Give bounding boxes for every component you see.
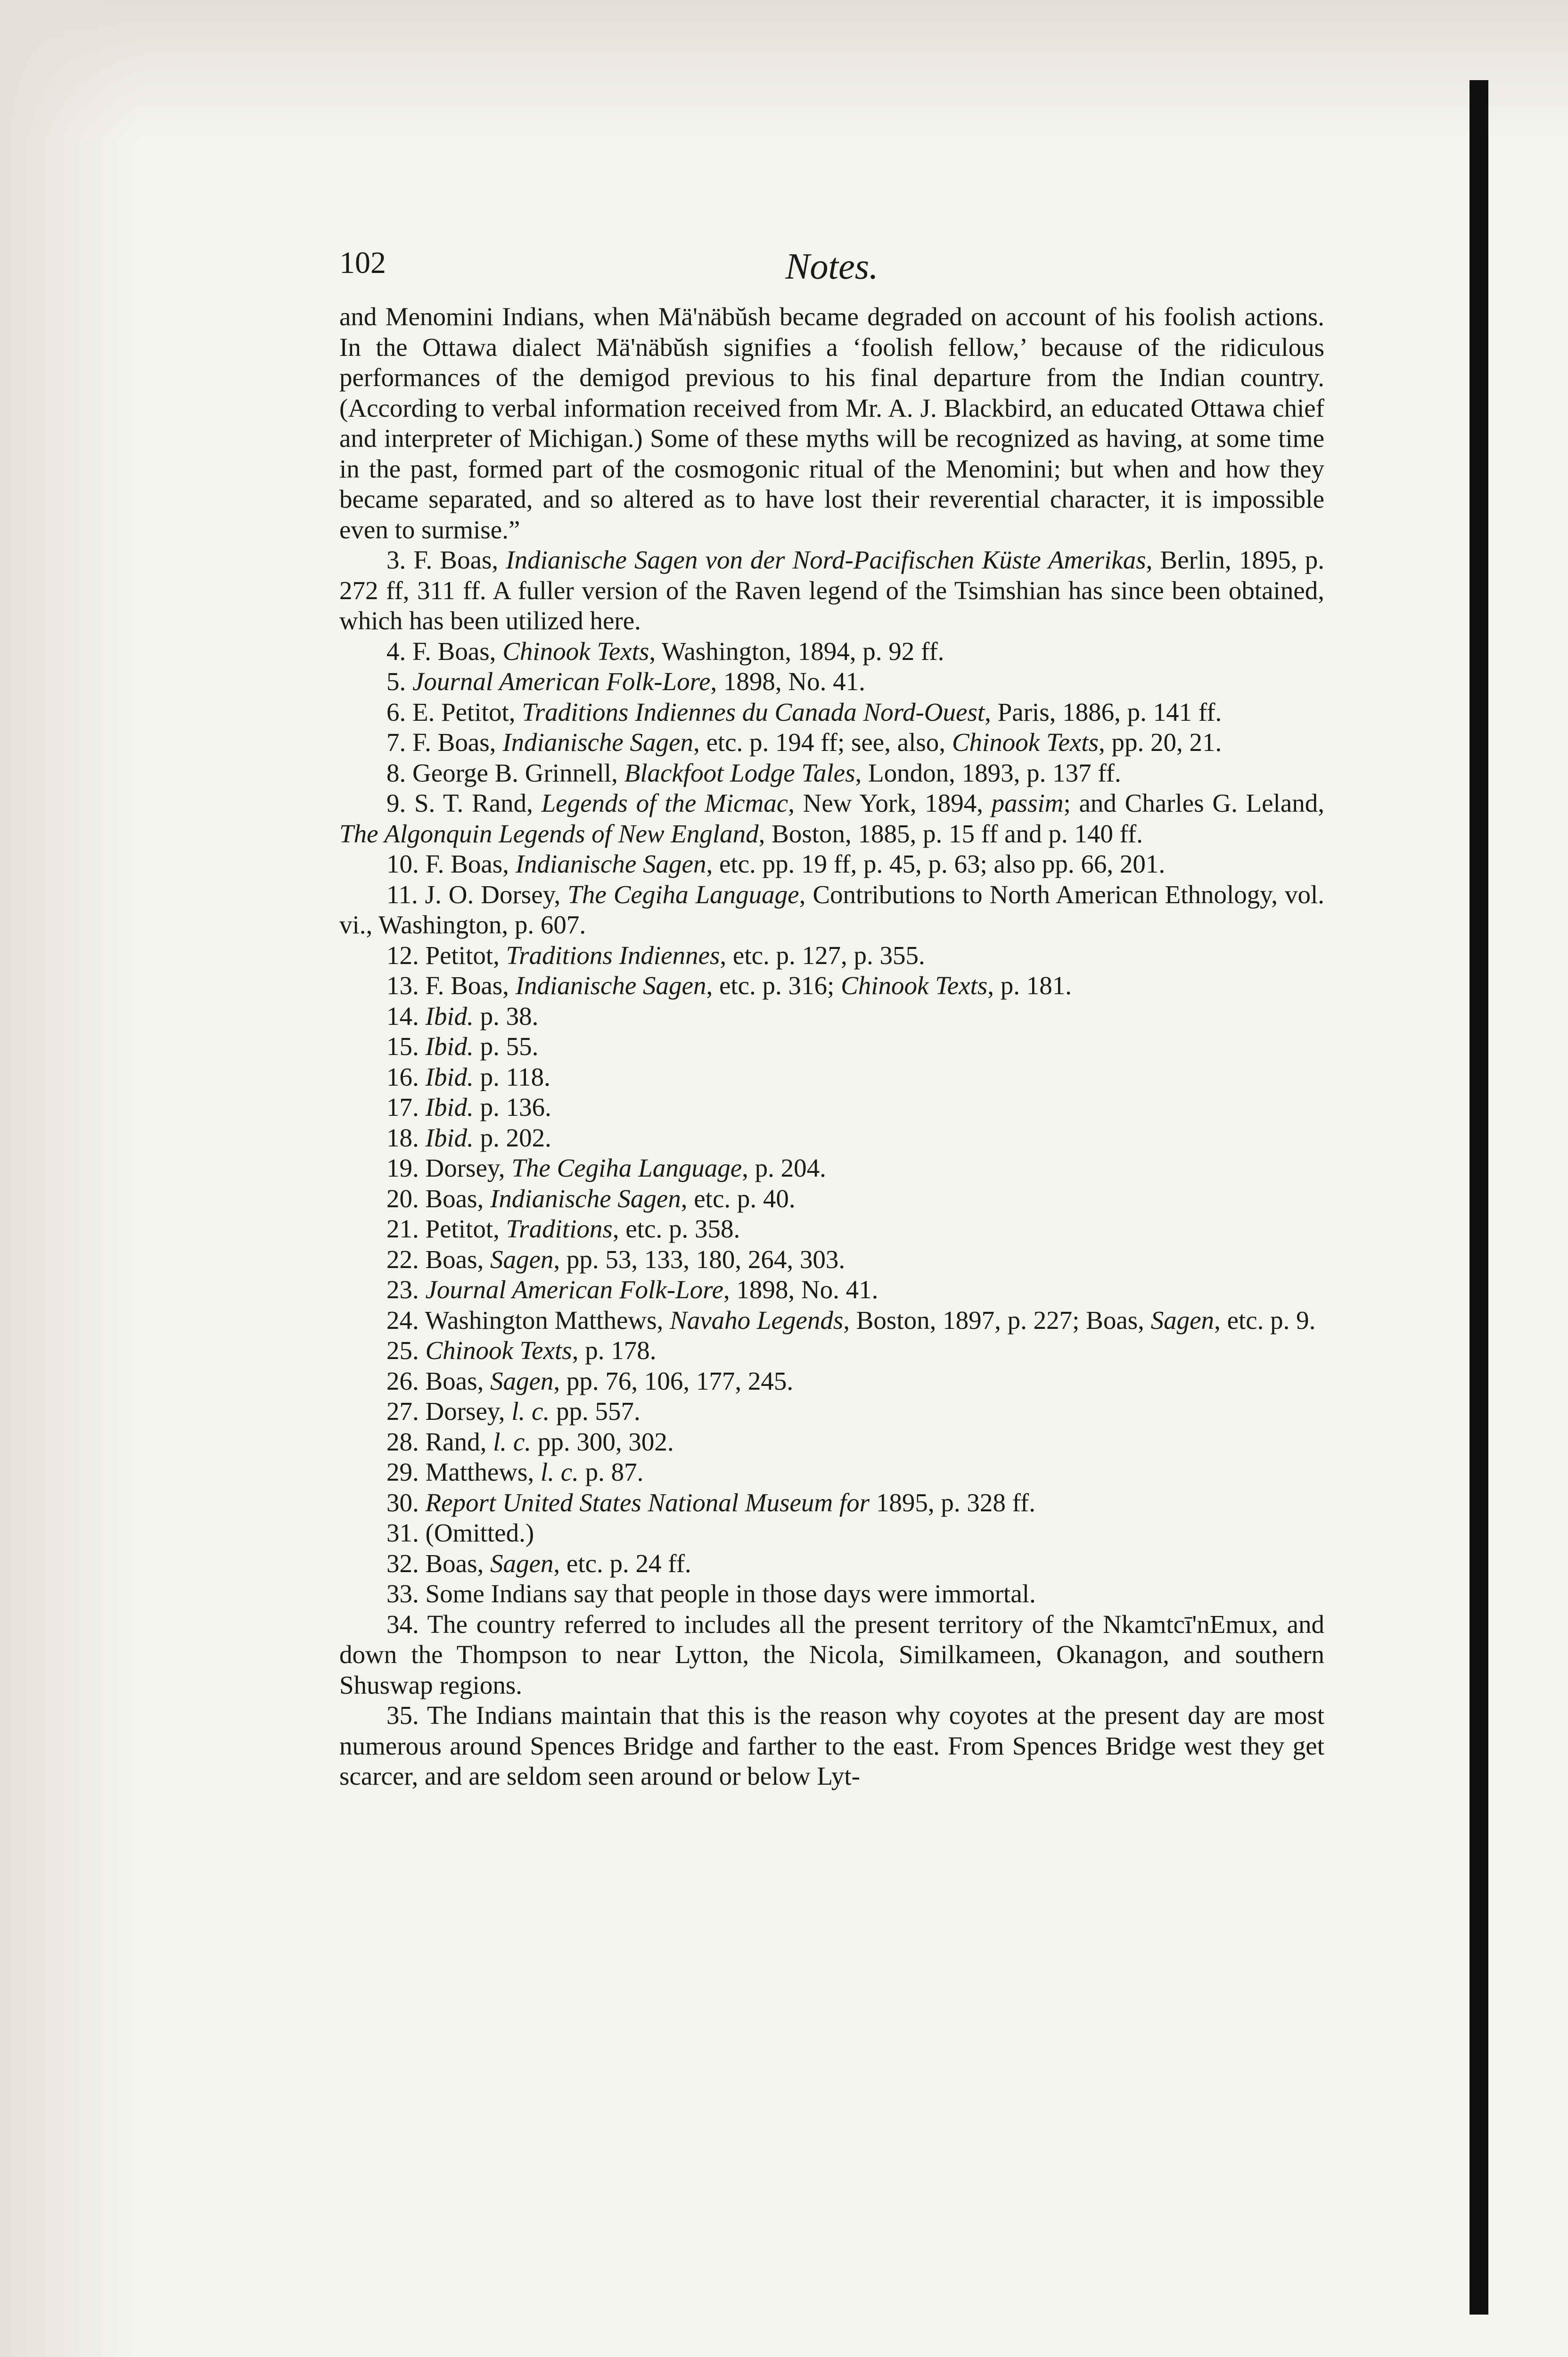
text-run: 4. F. Boas, xyxy=(386,636,503,666)
text-run: , Paris, 1886, p. 141 ff. xyxy=(985,697,1222,726)
text-run: , Berlin, 1895, p. 272 ff, 311 ff. A fuller version of the Raven legend of the Tsimshian has since been obtained, which has been utilized here. xyxy=(339,545,1324,635)
note-paragraph xyxy=(339,1123,1324,1154)
italic-title: Navaho Legends xyxy=(670,1305,844,1335)
note-paragraph xyxy=(339,1214,1324,1244)
text-run: 9. S. T. Rand, xyxy=(386,789,542,817)
note-paragraph xyxy=(339,849,1324,880)
page-header xyxy=(339,236,1324,302)
italic-title: Indianische Sagen xyxy=(515,849,706,878)
italic-title: Report United States National Museum for xyxy=(425,1488,870,1517)
italic-title: Sagen xyxy=(490,1549,554,1578)
note-paragraph xyxy=(339,1305,1324,1336)
text-run: , p. 204. xyxy=(742,1154,826,1182)
text-run: 5. xyxy=(386,667,412,696)
italic-title: Indianische Sagen von der Nord-Pacifischen Küste Amerikas xyxy=(506,545,1146,574)
text-run: 11. J. O. Dorsey, xyxy=(386,880,568,909)
note-paragraph xyxy=(339,758,1324,789)
text-run: p. 38. xyxy=(473,1001,539,1030)
note-paragraph xyxy=(339,1457,1324,1488)
text-run: and Menomini Indians, when Mä'näbŭsh became degraded on account of his foolish actions. In the Ottawa dialect Mä'näbŭsh signifies a ‘foolish fellow,’ because of the ridiculous performances of the demigod previous to his final departure from the Indian country. (According to verbal information received from Mr. A. J. Blackbird, an educated Ottawa chief and interpreter of Michigan.) Some of these myths will be recognized as having, at some time in the past, formed part of the cosmogonic ritual of the Menomini; but when and how they became separated, and so altered as to have lost their reverential character, it is impossible even to surmise.” xyxy=(339,302,1324,544)
text-run: , p. 178. xyxy=(572,1336,657,1365)
text-run: 32. Boas, xyxy=(386,1549,490,1578)
italic-title: Indianische Sagen xyxy=(502,728,693,757)
text-run: ; and Charles G. Leland, xyxy=(1063,789,1324,817)
note-paragraph xyxy=(339,1001,1324,1032)
note-paragraph xyxy=(339,1549,1324,1579)
text-run: 33. Some Indians say that people in those days were immortal. xyxy=(386,1579,1036,1608)
text-run: , pp. 20, 21. xyxy=(1099,728,1222,757)
italic-title: Chinook Texts xyxy=(841,971,988,1000)
text-run: , 1898, No. 41. xyxy=(723,1275,878,1304)
italic-title: Ibid. xyxy=(425,1001,474,1030)
italic-title: Indianische Sagen xyxy=(515,971,706,1000)
text-run: 1895, p. 328 ff. xyxy=(870,1488,1035,1517)
text-run: , etc. p. 194 ff; see, also, xyxy=(693,728,952,757)
note-paragraph xyxy=(339,1153,1324,1184)
text-run: , etc. p. 127, p. 355. xyxy=(720,940,925,970)
text-run: , London, 1893, p. 137 ff. xyxy=(855,758,1121,787)
text-run: , New York, 1894, xyxy=(788,789,992,817)
text-run: 3. F. Boas, xyxy=(386,545,506,574)
running-head: Notes. xyxy=(785,246,878,287)
text-run: 25. xyxy=(386,1336,426,1365)
page-number: 102 xyxy=(339,246,386,280)
text-run: 16. xyxy=(386,1062,426,1091)
note-paragraph xyxy=(339,1488,1324,1518)
italic-title: Journal American Folk-Lore xyxy=(412,667,711,696)
italic-title: The Cegiha Language xyxy=(511,1154,742,1182)
text-run: 12. Petitot, xyxy=(386,940,506,970)
note-paragraph xyxy=(339,1700,1324,1792)
text-run: 23. xyxy=(386,1275,426,1304)
italic-title: Traditions Indiennes xyxy=(506,940,720,970)
text-run: , etc. p. 9. xyxy=(1214,1305,1316,1335)
text-run: , Contributions to North American Ethnology, vol. vi., Washington, p. 607. xyxy=(339,880,1324,939)
text-run: , p. 181. xyxy=(987,971,1072,1000)
italic-title: Ibid. xyxy=(425,1093,474,1121)
italic-title: The Cegiha Language xyxy=(567,880,799,909)
continued-paragraph xyxy=(339,302,1324,545)
italic-title: Chinook Texts xyxy=(425,1336,572,1365)
text-run: p. 55. xyxy=(473,1032,539,1061)
text-run: , 1898, No. 41. xyxy=(710,667,865,696)
binding-edge xyxy=(1469,80,1488,2315)
text-run: p. 87. xyxy=(578,1458,644,1486)
note-paragraph xyxy=(339,1579,1324,1609)
note-paragraph xyxy=(339,788,1324,849)
text-run: 17. xyxy=(386,1093,426,1121)
italic-title: The Algonquin Legends of New England xyxy=(339,819,759,848)
note-paragraph xyxy=(339,1518,1324,1549)
text-run: , pp. 76, 106, 177, 245. xyxy=(553,1366,794,1395)
italic-title: Chinook Texts xyxy=(952,728,1099,757)
text-run: 14. xyxy=(386,1001,426,1030)
note-paragraph xyxy=(339,1396,1324,1427)
text-run: 34. The country referred to includes all the present territory of the Nkamtcī'nEmux, and down the Thompson to near Lytton, the Nicola, Similkameen, Okanagon, and southern Shuswap regions. xyxy=(339,1609,1324,1699)
text-run: 6. E. Petitot, xyxy=(386,697,522,726)
italic-title: Chinook Texts xyxy=(502,636,649,666)
text-run: , etc. p. 358. xyxy=(612,1214,740,1243)
text-run: 20. Boas, xyxy=(386,1184,490,1213)
note-paragraph xyxy=(339,1275,1324,1305)
text-run: 30. xyxy=(386,1488,426,1517)
scan-shadow-top xyxy=(0,0,1568,141)
text-run: 18. xyxy=(386,1123,426,1152)
italic-title: Blackfoot Lodge Tales xyxy=(624,758,855,787)
text-run: 7. F. Boas, xyxy=(386,728,503,757)
text-run: 24. Washington Matthews, xyxy=(386,1305,670,1335)
italic-title: Journal American Folk-Lore xyxy=(425,1275,723,1304)
italic-title: Ibid. xyxy=(425,1123,474,1152)
italic-title: Legends of the Micmac xyxy=(541,789,788,817)
text-run: 15. xyxy=(386,1032,426,1061)
text-run: 22. Boas, xyxy=(386,1244,490,1274)
text-run: p. 118. xyxy=(473,1062,550,1091)
text-run: pp. 300, 302. xyxy=(531,1427,674,1456)
text-run: 8. George B. Grinnell, xyxy=(386,758,624,787)
italic-title: Sagen xyxy=(490,1366,554,1395)
note-paragraph xyxy=(339,1062,1324,1093)
text-run: , etc. p. 24 ff. xyxy=(553,1549,691,1578)
note-paragraph xyxy=(339,697,1324,728)
italic-title: Indianische Sagen xyxy=(490,1184,681,1213)
italic-title: passim xyxy=(991,789,1064,817)
italic-title: l. c. xyxy=(493,1427,532,1456)
italic-title: Ibid. xyxy=(425,1032,474,1061)
italic-title: l. c. xyxy=(511,1397,550,1426)
note-paragraph xyxy=(339,1366,1324,1397)
text-run: 28. Rand, xyxy=(386,1427,493,1456)
text-run: 19. Dorsey, xyxy=(386,1154,512,1182)
note-paragraph xyxy=(339,971,1324,1001)
scan-shadow-left xyxy=(0,0,141,2357)
text-run: , Boston, 1885, p. 15 ff and p. 140 ff. xyxy=(758,819,1143,848)
book-page xyxy=(339,236,1324,1792)
note-paragraph xyxy=(339,667,1324,697)
italic-title: l. c. xyxy=(540,1458,579,1486)
italic-title: Sagen xyxy=(490,1244,554,1274)
note-paragraph xyxy=(339,545,1324,636)
note-paragraph xyxy=(339,1244,1324,1275)
note-paragraph xyxy=(339,727,1324,758)
text-run: 21. Petitot, xyxy=(386,1214,506,1243)
text-run: , etc. pp. 19 ff, p. 45, p. 63; also pp. 66, 201. xyxy=(706,849,1166,878)
notes-body xyxy=(339,302,1324,1792)
text-run: , Boston, 1897, p. 227; Boas, xyxy=(843,1305,1151,1335)
text-run: 31. (Omitted.) xyxy=(386,1518,534,1547)
note-paragraph xyxy=(339,1184,1324,1214)
note-paragraph xyxy=(339,1427,1324,1458)
text-run: 13. F. Boas, xyxy=(386,971,516,1000)
text-run: 29. Matthews, xyxy=(386,1458,541,1486)
text-run: , Washington, 1894, p. 92 ff. xyxy=(649,636,944,666)
note-paragraph xyxy=(339,636,1324,667)
italic-title: Sagen xyxy=(1150,1305,1215,1335)
text-run: , etc. p. 40. xyxy=(681,1184,796,1213)
italic-title: Traditions Indiennes du Canada Nord-Ouest xyxy=(522,697,985,726)
note-paragraph xyxy=(339,1609,1324,1701)
text-run: 26. Boas, xyxy=(386,1366,490,1395)
text-run: p. 202. xyxy=(473,1123,551,1152)
text-run: , pp. 53, 133, 180, 264, 303. xyxy=(553,1244,846,1274)
italic-title: Traditions xyxy=(506,1214,613,1243)
text-run: pp. 557. xyxy=(550,1397,640,1426)
text-run: p. 136. xyxy=(473,1093,551,1121)
text-run: 27. Dorsey, xyxy=(386,1397,512,1426)
note-paragraph xyxy=(339,1031,1324,1062)
note-paragraph xyxy=(339,940,1324,971)
text-run: 35. The Indians maintain that this is the reason why coyotes at the present day are most numerous around Spences Bridge and farther to the east. From Spences Bridge west they get scarcer, and are seldom seen around or below Lyt- xyxy=(339,1701,1324,1790)
note-paragraph xyxy=(339,1092,1324,1123)
italic-title: Ibid. xyxy=(425,1062,474,1091)
note-paragraph xyxy=(339,1335,1324,1366)
text-run: , etc. p. 316; xyxy=(706,971,841,1000)
text-run: 10. F. Boas, xyxy=(386,849,516,878)
note-paragraph xyxy=(339,880,1324,940)
